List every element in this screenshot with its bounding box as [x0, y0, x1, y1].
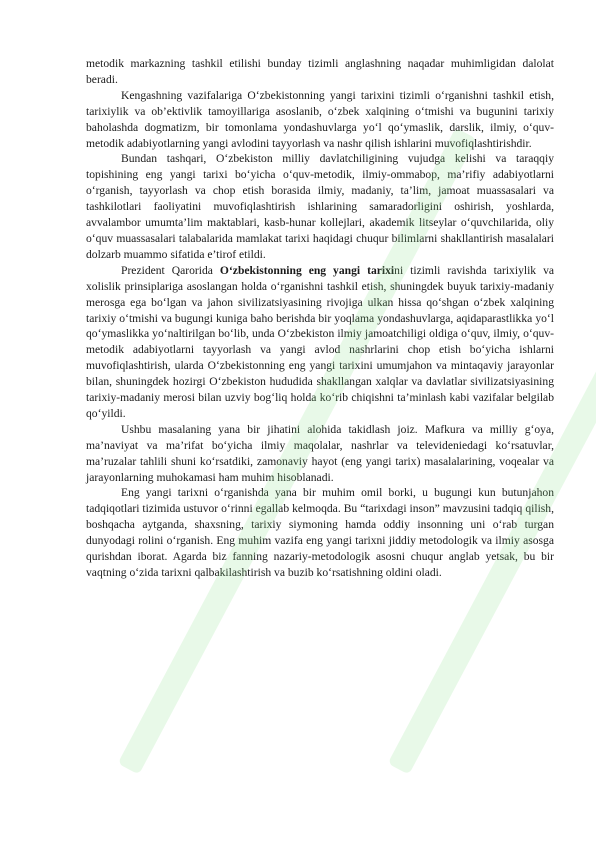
paragraph-4	[86, 263, 554, 422]
paragraph-6: Eng yangi tarixni o‘rganishda yana bir muhim omil borki, u bugungi kun butunjahon tadqiqotlari tizimida ustuvor o‘rinni egallab kelmoqda. Bu “tarixdagi inson” mavzusini tadqiq qilish, boshqacha aytganda, shaxsning, tarixiy siymoning hamda oddiy insonning uni o‘rab turgan dunyodagi rolini o‘rganish. Eng muhim vazifa eng yangi tarixni jiddiy metodologik va ilmiy asosga qurishdan iborat. Agarda biz fanning nazariy-metodologik asosni chuqur anglab yetsak, bu bir vaqtning o‘zida tarixni qalbakilashtirish va buzib ko‘rsatishning oldini oladi.	[86, 486, 554, 579]
paragraph-3: Bundan tashqari, O‘zbekiston milliy davlatchiligining vujudga kelishi va taraqqiy topishining eng yangi tarixi bo‘yicha o‘quv-metodik, ilmiy-ommabop, ma’rifiy adabiyotlarni o‘rganish, tayyorlash va chop etish borasida ilmiy, madaniy, ta’lim, jamoat muassasalari va tashkilotlari faoliyatini muvofiqlashtirish ishlarining samaradorligini oshirish, yoshlarda, avvalambor umumta’lim maktablari, kasb-hunar kollejlari, akademik litseylar o‘quvchilarida, oliy o‘quv muassasalari talabalarida mamlakat tarixi haqidagi chuqur bilimlarni shakllantirish masalalari dolzarb muammo sifatida e’tirof etildi.	[86, 152, 554, 261]
paragraph-2: Kengashning vazifalariga O‘zbekistonning yangi tarixini tizimli o‘rganishni tashkil etish, tarixiylik va ob’ektivlik tamoyillariga asoslanib, o‘zbek xalqining o‘tmishi va bugunini tarixiy baholashda dogmatizm, bir tomonlama yondashuvlarga yo‘l qo‘ymaslik, darslik, ilmiy, o‘quv-metodik adabiyotlarning yangi avlodini tayyorlash va nashr qilish ishlarini muvofiqlashtirishdir.	[86, 88, 554, 150]
document-body	[86, 56, 554, 581]
paragraph-4-lead: Prezident Qarorida	[121, 263, 220, 277]
paragraph-4-rest: ni tizimli ravishda tarixiylik va xolislik prinsiplariga asoslangan holda o‘rganishni tashkil etish, shuningdek buyuk tarixiy-madaniy merosga ega bo‘lgan va jahon sivilizatsiyasining rivojiga ulkan hissa qo‘shgan o‘zbek xalqining tarixiy o‘tmishi va bugungi kuniga baho berishda bir yoqlama yondashuvlarga, aqidaparastlikka yo‘l qo‘ymaslikka yo‘naltirilgan bo‘lib, unda O‘zbekiston ilmiy jamoatchiligi oldiga o‘quv, ilmiy, o‘quv-metodik adabiyotlarni tayyorlash va yangi avlod nashrlarini chop etish bo‘yicha ishlarni muvofiqlashtirish, ularda O‘zbekistonning eng yangi tarixini umumjahon va mintaqaviy jarayonlar bilan, shuningdek hozirgi O‘zbekiston hududida shakllangan xalqlar va davlatlar sivilizatsiyasining tarixiy-madaniy merosi bilan uzviy bog‘liq holda ko‘rib chiqishni ta’minlash kabi vazifalar belgilab qo‘yildi.	[86, 263, 555, 420]
paragraph-5: Ushbu masalaning yana bir jihatini alohida takidlash joiz. Mafkura va milliy g‘oya, ma’naviyat va ma’rifat bo‘yicha ilmiy maqolalar, nashrlar va televideniedagi ko‘rsatuvlar, ma’ruzalar tahlili shuni ko‘rsatdiki, zamonaviy hayot (eng yangi tarix) masalalarining, voqealar va jarayonlarning muhokamasi ham muhim hisoblanadi.	[86, 422, 554, 484]
paragraph-1: metodik markazning tashkil etilishi bunday tizimli anglashning naqadar muhimligidan dalolat beradi.	[86, 57, 554, 86]
bold-term: O‘zbekistonning eng yangi tarixi	[219, 263, 395, 277]
